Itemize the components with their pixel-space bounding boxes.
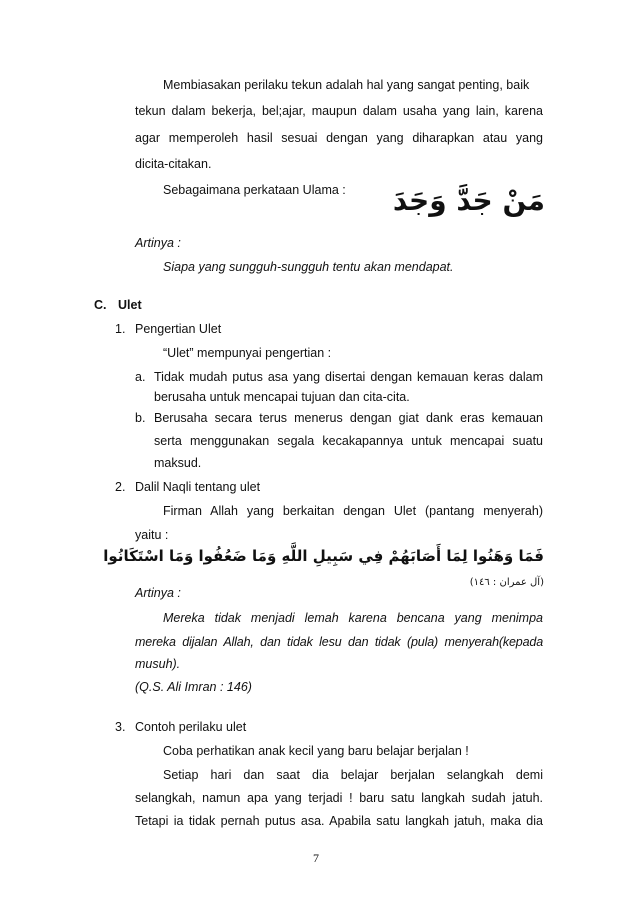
item-1-intro: “Ulet” mempunyai pengertian :: [163, 346, 332, 360]
item-1b-letter: b.: [135, 411, 146, 425]
item-2-title: Dalil Naqli tentang ulet: [135, 480, 261, 494]
artinya-2-line-2: mereka dijalan Allah, dan tidak lesu dan tidak (pula) menyerah(kepada: [135, 635, 543, 649]
ulama-intro: Sebagaimana perkataan Ulama :: [163, 183, 346, 197]
item-1-number: 1.: [115, 322, 126, 336]
item-3-number: 3.: [115, 720, 126, 734]
item-2-line-1: Firman Allah yang berkaitan dengan Ulet (pantang menyerah): [163, 504, 543, 518]
page-number: 7: [313, 851, 319, 865]
artinya-2-line-1: Mereka tidak menjadi lemah karena bencana yang menimpa: [163, 611, 543, 625]
item-1-title: Pengertian Ulet: [135, 322, 222, 336]
section-title: Ulet: [118, 298, 142, 312]
artinya-label-2: Artinya :: [135, 586, 181, 600]
item-3-line-3: selangkah, namun apa yang terjadi ! baru satu langkah sudah jatuh.: [135, 791, 543, 805]
item-2-line-2: yaitu :: [135, 528, 169, 542]
item-1b-line-3: maksud.: [154, 456, 202, 470]
paragraph-1-line-4: dicita-citakan.: [135, 157, 212, 171]
item-3-line-2: Setiap hari dan saat dia belajar berjalan selangkah demi: [163, 768, 543, 782]
item-1b-line-2: serta menggunakan segala kecakapannya untuk mencapai suatu: [154, 434, 543, 448]
item-1a-line-2: berusaha untuk mencapai tujuan dan cita-cita.: [154, 390, 410, 404]
item-2-number: 2.: [115, 480, 126, 494]
quran-verse-arabic: فَمَا وَهَنُوا لِمَا أَصَابَهُمْ فِي سَبِيلِ اللَّهِ وَمَا ضَعُفُوا وَمَا اسْتَكَانُوا: [103, 547, 544, 565]
section-letter: C.: [94, 298, 107, 312]
item-3-line-4: Tetapi ia tidak pernah putus asa. Apabila satu langkah jatuh, maka dia: [135, 814, 543, 828]
quran-verse-reference-arabic: (آل عمران : ١٤٦): [469, 577, 544, 588]
item-1a-letter: a.: [135, 370, 146, 384]
item-3-line-1: Coba perhatikan anak kecil yang baru belajar berjalan !: [163, 744, 469, 758]
artinya-label-1: Artinya :: [135, 236, 181, 250]
paragraph-1-line-2: tekun dalam bekerja, bel;ajar, maupun dalam usaha yang lain, karena: [135, 104, 543, 118]
item-3-title: Contoh perilaku ulet: [135, 720, 247, 734]
paragraph-1-line-1: Membiasakan perilaku tekun adalah hal yang sangat penting, baik: [163, 78, 530, 92]
item-1b-line-1: Berusaha secara terus menerus dengan giat dank eras kemauan: [154, 411, 543, 425]
arabic-saying: مَنْ جَدَّ وَجَدَ: [392, 184, 545, 217]
paragraph-1-line-3: agar memperoleh hasil sesuai dengan yang diharapkan atau yang: [135, 131, 543, 145]
item-1a-line-1: Tidak mudah putus asa yang disertai dengan kemauan keras dalam: [154, 370, 543, 384]
verse-reference: (Q.S. Ali Imran : 146): [135, 680, 252, 694]
artinya-2-line-3: musuh).: [135, 657, 181, 671]
artinya-text-1: Siapa yang sungguh-sungguh tentu akan mendapat.: [163, 260, 454, 274]
